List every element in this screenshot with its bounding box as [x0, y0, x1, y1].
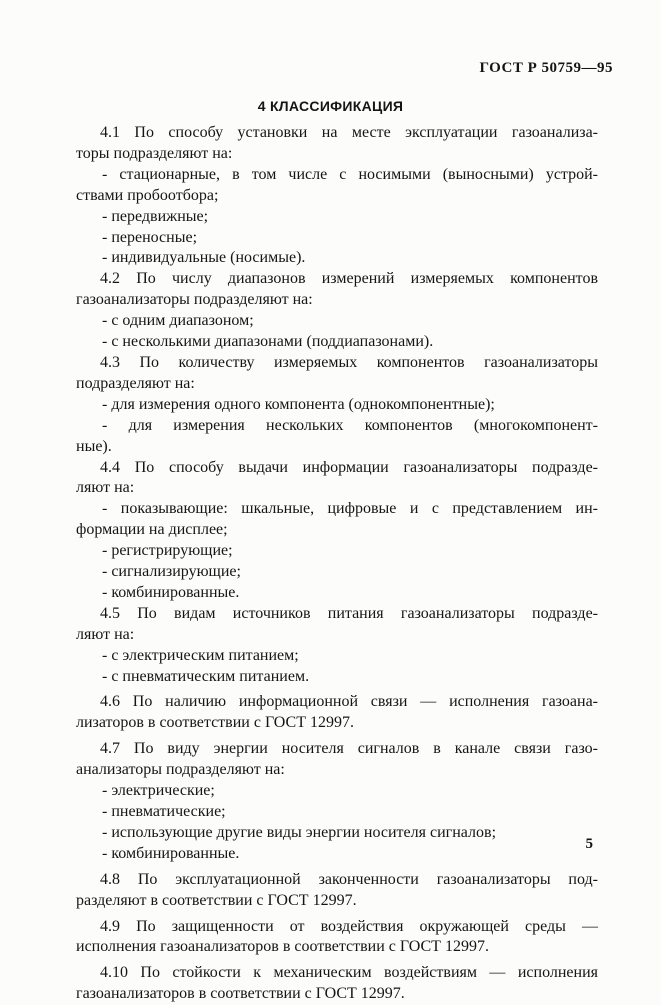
list-item: - для измерения нескольких компонентов (многокомпонент- [102, 416, 598, 434]
paragraph-4-2-line-1: 4.2 По числу диапазонов измерений измеряемых компонентов [100, 270, 598, 288]
section-title: 4 КЛАССИФИКАЦИЯ [257, 98, 404, 114]
list-item-continuation: формации на дисплее; [76, 521, 228, 539]
list-item: - стационарные, в том числе с носимыми (выносными) устрой- [102, 165, 598, 183]
list-item: - для измерения одного компонента (однокомпонентные); [102, 395, 495, 413]
paragraph-4-6-line-2: лизаторов в соответствии с ГОСТ 12997. [76, 714, 354, 732]
paragraph-4-10-line-1: 4.10 По стойкости к механическим воздействиям — исполнения [100, 964, 598, 982]
paragraph-4-9-line-2: исполнения газоанализаторов в соответствии с ГОСТ 12997. [76, 938, 489, 956]
paragraph-4-7-line-1: 4.7 По виду энергии носителя сигналов в канале связи газо- [100, 740, 598, 758]
list-item-continuation: ствами пробоотбора; [76, 186, 219, 204]
document-code-header: ГОСТ Р 50759—95 [479, 60, 613, 76]
paragraph-4-5-line-1: 4.5 По видам источников питания газоанализаторы подразде- [100, 604, 598, 622]
paragraph-4-6-line-1: 4.6 По наличию информационной связи — исполнения газоана- [100, 693, 598, 711]
paragraph-4-2-line-2: газоанализаторы подразделяют на: [76, 291, 313, 309]
list-item: - передвижные; [102, 207, 209, 225]
paragraph-4-4-line-2: ляют на: [76, 479, 135, 497]
paragraph-4-1-line-1: 4.1 По способу установки на месте эксплуатации газоанализа- [100, 124, 598, 141]
paragraph-4-3-line-1: 4.3 По количеству измеряемых компонентов газоанализаторы [100, 353, 598, 371]
paragraph-4-4-line-1: 4.4 По способу выдачи информации газоанализаторы подразде- [100, 458, 598, 476]
list-item: - комбинированные. [102, 844, 240, 862]
paragraph-4-8-line-2: разделяют в соответствии с ГОСТ 12997. [76, 891, 357, 909]
list-item: - электрические; [102, 782, 215, 800]
body-text [76, 123, 598, 1005]
page-number: 5 [585, 836, 593, 852]
list-item: - сигнализирующие; [102, 563, 241, 581]
list-item-continuation: ные). [76, 437, 112, 455]
list-item: - использующие другие виды энергии носителя сигналов; [102, 823, 497, 841]
list-item: - регистрирующие; [102, 542, 233, 560]
list-item: - показывающие: шкальные, цифровые и с представлением ин- [102, 500, 598, 518]
paragraph-4-3-line-2: подразделяют на: [76, 374, 195, 392]
list-item: - пневматические; [102, 803, 226, 820]
list-item: - комбинированные. [102, 583, 240, 601]
list-item: - с несколькими диапазонами (поддиапазонами). [102, 333, 434, 351]
paragraph-4-10-line-2: газоанализаторов в соответствии с ГОСТ 12997. [76, 985, 405, 1003]
paragraph-4-8-line-1: 4.8 По эксплуатационной законченности газоанализаторы под- [100, 870, 598, 888]
paragraph-4-1-line-2: торы подразделяют на: [76, 144, 233, 162]
paragraph-4-9-line-1: 4.9 По защищенности от воздействия окружающей среды — [100, 917, 598, 935]
list-item: - с пневматическим питанием. [102, 667, 310, 685]
list-item: - с электрическим питанием; [102, 646, 299, 664]
list-item: - с одним диапазоном; [102, 312, 254, 330]
list-item: - индивидуальные (носимые). [102, 249, 306, 267]
paragraph-4-7-line-2: анализаторы подразделяют на: [76, 761, 285, 779]
list-item: - переносные; [102, 228, 198, 246]
paragraph-4-5-line-2: ляют на: [76, 625, 135, 643]
